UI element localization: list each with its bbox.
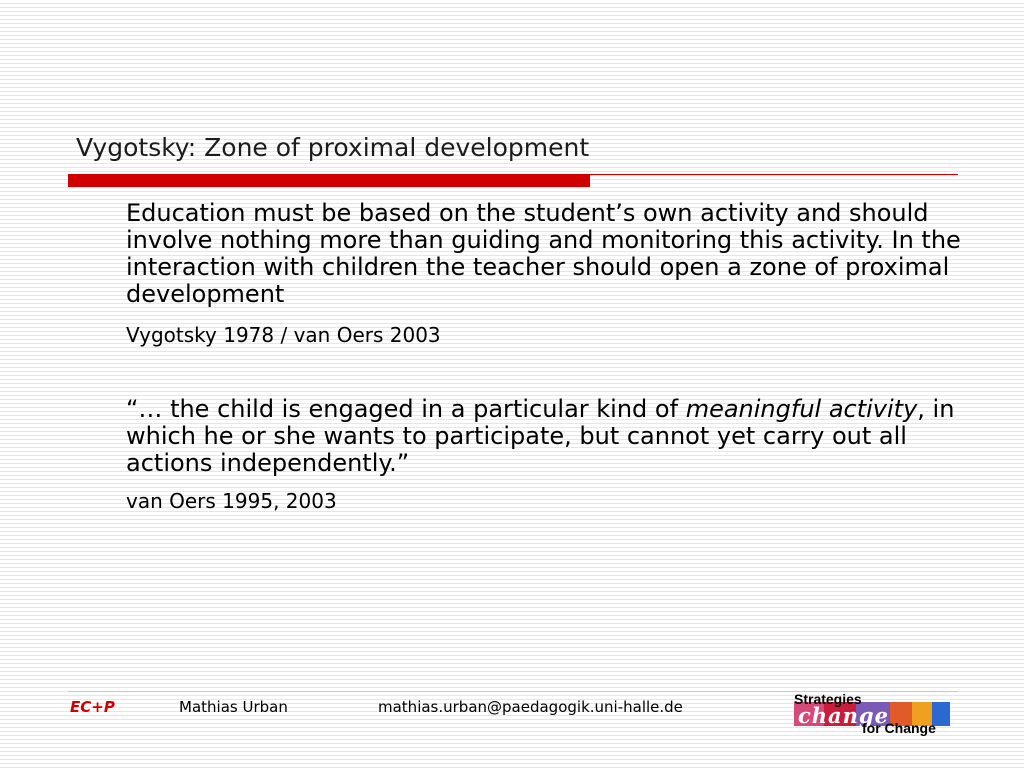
title-underline-red-bar	[68, 174, 590, 187]
strategies-for-change-logo	[790, 690, 954, 738]
quote-1-text: Education must be based on the student’s own activity and should involve nothing more than guiding and monitoring this activity. In the interaction with children the teacher should open a zone of proximal development	[126, 199, 961, 308]
title-underline	[68, 174, 958, 188]
footer-author: Mathias Urban	[179, 698, 288, 716]
slide-title: Vygotsky: Zone of proximal development	[76, 133, 590, 162]
quote-2-text-before: “… the child is engaged in a particular kind of	[126, 395, 686, 423]
quote-2-text-after: , in which he or she wants to participate, but cannot yet carry out all actions independently.”	[126, 395, 955, 477]
quote-2-citation: van Oers 1995, 2003	[126, 489, 337, 513]
logo-for-change-text: for Change	[862, 720, 936, 736]
footer-organization: EC+P	[70, 698, 115, 716]
title-underline-thin-line	[590, 174, 958, 175]
logo-change-word: change	[798, 703, 889, 728]
quote-2-emphasis: meaningful activity	[685, 395, 918, 423]
quote-2-text	[126, 396, 966, 477]
footer-email: mathias.urban@paedagogik.uni-halle.de	[378, 698, 683, 716]
quote-1-citation: Vygotsky 1978 / van Oers 2003	[126, 323, 441, 347]
logo-strategies-text: Strategies	[794, 691, 862, 707]
